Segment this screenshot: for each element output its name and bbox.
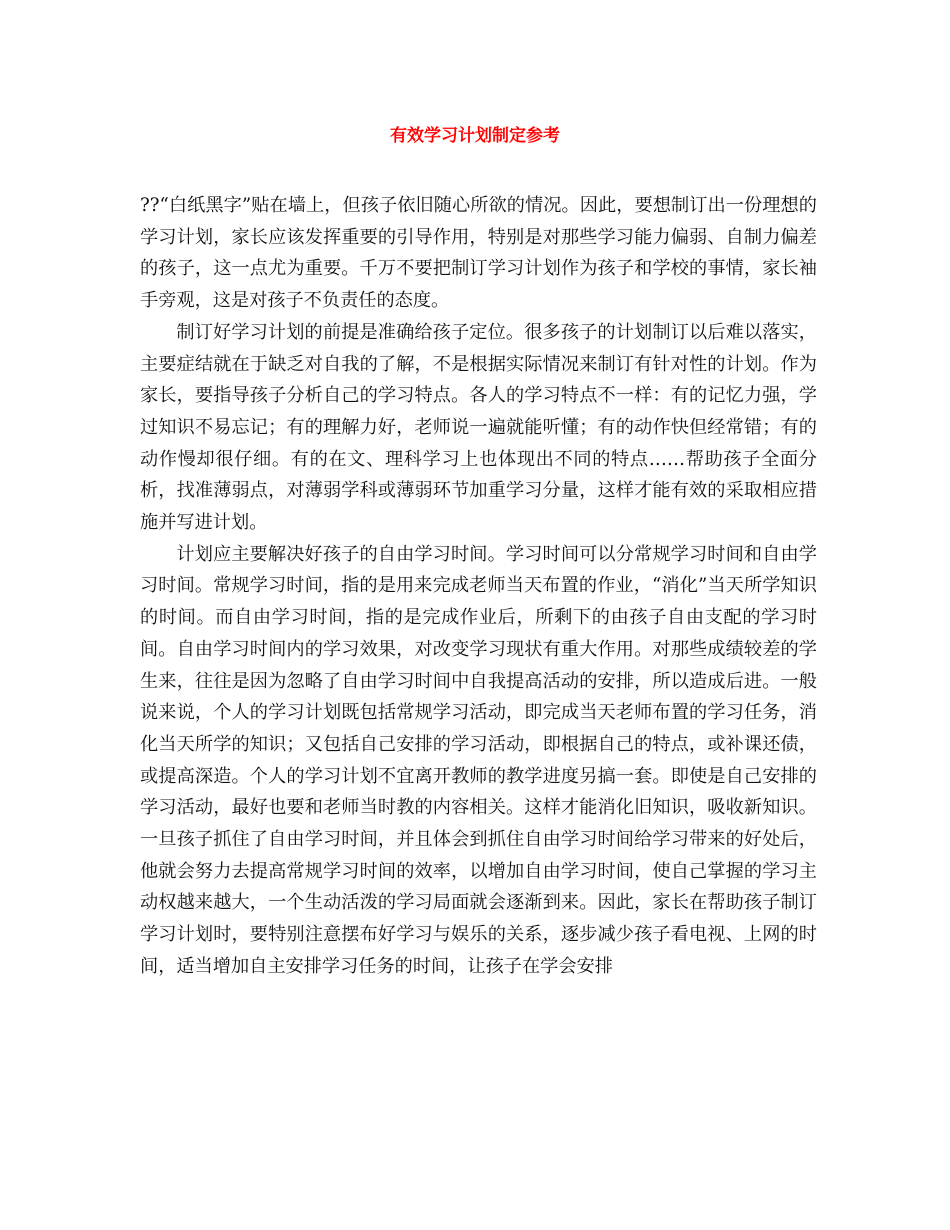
document-body — [140, 190, 817, 983]
paragraph-free-time: 计划应主要解决好孩子的自由学习时间。学习时间可以分常规学习时间和自由学习时间。常规学习时间，指的是用来完成老师当天布置的作业，“消化”当天所学知识的时间。而自由学习时间，指的是完成作业后，所剩下的由孩子自由支配的学习时间。自由学习时间内的学习效果，对改变学习现状有重大作用。对那些成绩较差的学生来，往往是因为忽略了自由学习时间中自我提高活动的安排，所以造成后进。一般说来说，个人的学习计划既包括常规学习活动，即完成当天老师布置的学习任务，消化当天所学的知识；又包括自己安排的学习活动，即根据自己的特点，或补课还债，或提高深造。个人的学习计划不宜离开教师的教学进度另搞一套。即使是自己安排的学习活动，最好也要和老师当时教的内容相关。这样才能消化旧知识，吸收新知识。一旦孩子抓住了自由学习时间，并且体会到抓住自由学习时间给学习带来的好处后，他就会努力去提高常规学习时间的效率，以增加自由学习时间，使自己掌握的学习主动权越来越大，一个生动活泼的学习局面就会逐渐到来。因此，家长在帮助孩子制订学习计划时，要特别注意摆布好学习与娱乐的关系，逐步减少孩子看电视、上网的时间，适当增加自主安排学习任务的时间，让孩子在学会安排 — [140, 543, 817, 977]
paragraph-intro: ??“白纸黑字”贴在墙上，但孩子依旧随心所欲的情况。因此，要想制订出一份理想的学习计划，家长应该发挥重要的引导作用，特别是对那些学习能力偏弱、自制力偏差的孩子，这一点尤为重要。千万不要把制订学习计划作为孩子和学校的事情，家长袖手旁观，这是对孩子不负责任的态度。 — [140, 195, 817, 312]
document-title: 有效学习计划制定参考 — [390, 126, 560, 146]
paragraph-positioning: 制订好学习计划的前提是准确给孩子定位。很多孩子的计划制订以后难以落实，主要症结就在于缺乏对自我的了解，不是根据实际情况来制订有针对性的计划。作为家长，要指导孩子分析自己的学习特点。各人的学习特点不一样：有的记忆力强，学过知识不易忘记；有的理解力好，老师说一遍就能听懂；有的动作快但经常错；有的动作慢却很仔细。有的在文、理科学习上也体现出不同的特点……帮助孩子全面分析，找准薄弱点，对薄弱学科或薄弱环节加重学习分量，这样才能有效的采取相应措施并写进计划。 — [140, 321, 817, 534]
